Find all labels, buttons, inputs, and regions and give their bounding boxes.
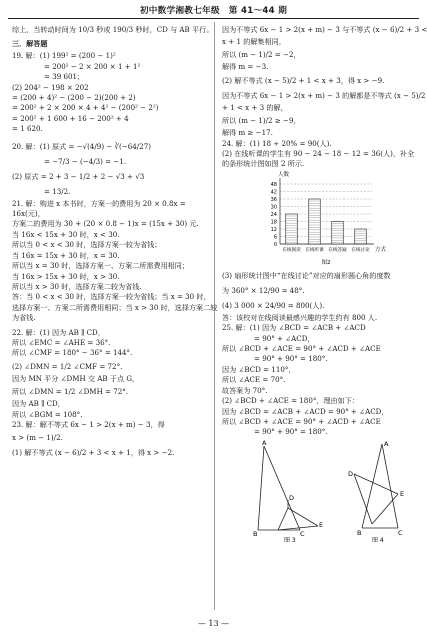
bar-chart bbox=[222, 170, 420, 268]
text-line: 答：当 0 < x < 30 时，选择方案一较为省钱；当 x = 30 时， bbox=[12, 292, 211, 302]
x-tick-label: 在线答疑 bbox=[328, 247, 347, 253]
y-tick-label: 30 bbox=[270, 204, 277, 211]
text-line: (2) 在线听课的学生有 90 − 24 − 18 − 12 = 36(人)，补全 bbox=[222, 149, 415, 159]
text-line: 因为 ∠BCD = ∠ACB + ∠ACD = 90° + ∠ACD， bbox=[222, 406, 389, 416]
text-line: 22. 解：(1) 因为 AB ∥ CD， bbox=[12, 327, 105, 337]
text-line: (3) 扇形统计图中“在线讨论”对应的扇形圆心角的度数 bbox=[222, 270, 391, 280]
text-line: (2) 解不等式 (x − 5)/2 + 1 < x + 3，得 x > −9. bbox=[222, 75, 385, 85]
text-line: 所以 ∠BCD + ∠ACE = 90° + ∠ACD + ∠ACE bbox=[222, 416, 381, 426]
text-line: 为 360° × 12/90 = 48°. bbox=[222, 285, 305, 295]
fig4-label: B bbox=[357, 528, 362, 537]
fig3-label: E bbox=[319, 520, 324, 529]
x-tick-label: 在线讨论 bbox=[351, 247, 370, 253]
fig4-label: E bbox=[400, 489, 405, 498]
left-column bbox=[12, 22, 218, 460]
text-line: x + 1 的解集相同， bbox=[222, 37, 286, 46]
text-line: 23. 解：解不等式 6x − 1 > 2(x + m) − 3，得 bbox=[12, 419, 165, 429]
text-line: 所以 ∠ACE = 70°. bbox=[222, 375, 286, 385]
x-axis-label: 方式 bbox=[375, 246, 387, 253]
text-line: 21. 解：购进 x 本书时，方案一的费用为 20 × 0.8x = bbox=[12, 198, 186, 208]
text-line: = −7/3 − (−4/3) = −1. bbox=[44, 156, 127, 166]
text-line: (1) 解不等式 (x − 6)/2 + 3 < x + 1，得 x > −2. bbox=[12, 448, 175, 458]
y-tick-label: 18 bbox=[270, 219, 277, 226]
text-line: 所以 ∠BGM = 108°. bbox=[12, 409, 83, 419]
text-line: 因为不等式 6x − 1 > 2(x + m) − 3 与不等式 (x − 6)/2 + 3 < bbox=[222, 25, 427, 34]
figure-4 bbox=[354, 444, 398, 528]
text-line: = 200² + 2 × 200 × 4 + 4² − (200² − 2²) bbox=[12, 103, 159, 113]
text-line: 25. 解：(1) 因为 ∠BCD = ∠ACB + ∠ACD bbox=[222, 323, 366, 333]
bar bbox=[332, 221, 344, 244]
page-header bbox=[8, 5, 419, 19]
text-line: 解得 m ≥ −17. bbox=[222, 128, 273, 138]
text-line: 因为 ∠BCD = 110°， bbox=[222, 364, 296, 374]
text-line: = 13/2. bbox=[44, 186, 71, 196]
page-number: — 13 — bbox=[197, 619, 230, 628]
text-line: 当 16x = 15x + 30 时，x = 30. bbox=[12, 250, 120, 260]
text-line: = 200² − 2 × 200 × 1 + 1² bbox=[44, 61, 141, 71]
text-line: = 90° + 90° = 180°. bbox=[254, 354, 328, 364]
y-tick-label: 24 bbox=[270, 211, 277, 218]
text-line: 所以 ∠BCD + ∠ACE = 90° + ∠ACD + ∠ACE bbox=[222, 344, 381, 354]
text-line: (2) ∠DMN = 1/2 ∠CMF = 72°. bbox=[12, 361, 123, 371]
text-line: 所以 ∠EMC = ∠AHE = 36°. bbox=[12, 337, 111, 347]
text-line: 16x(元)， bbox=[12, 209, 45, 219]
bar bbox=[355, 229, 367, 244]
text-line: = 90° + ∠ACD， bbox=[254, 333, 315, 343]
y-tick-label: 42 bbox=[270, 189, 277, 196]
text-line: + 1 < x + 3 的解， bbox=[222, 102, 288, 112]
text-line: (2) ∠BCD + ∠ACE = 180°，理由如下： bbox=[222, 396, 359, 406]
fig3-label: D bbox=[289, 493, 295, 502]
text-line: 答：该校对在线阅读最感兴趣的学生约有 800 人. bbox=[222, 312, 378, 322]
y-axis-label: 人数 bbox=[278, 171, 290, 178]
text-line: 20. 解：(1) 原式 = −√(4/9) − ∛(−64/27) bbox=[12, 141, 151, 151]
fig4-label: A bbox=[384, 439, 389, 448]
geometry-figures bbox=[222, 438, 420, 542]
text-line: 所以 (m − 1)/2 = −2， bbox=[222, 50, 301, 60]
text-line: 19. 解：(1) 199² = (200 − 1)² bbox=[12, 51, 116, 61]
text-line: 解得 m = −3. bbox=[222, 62, 269, 72]
fig3-caption: 图 3 bbox=[284, 536, 296, 542]
y-tick-label: 48 bbox=[270, 181, 277, 188]
bar-chart-figure bbox=[222, 170, 420, 268]
y-tick-label: 36 bbox=[270, 196, 277, 203]
y-tick-label: 6 bbox=[273, 234, 277, 241]
fig4-caption: 图 4 bbox=[372, 536, 384, 542]
figure-3 bbox=[258, 446, 318, 530]
fig4-label: D bbox=[348, 469, 354, 478]
fig3-label: C bbox=[300, 529, 305, 538]
text-line: x > (m − 1)/2. bbox=[12, 433, 63, 443]
text-line: = (200 + 4)² − (200 − 2)(200 + 2) bbox=[12, 93, 136, 103]
text-line: (4) 3 000 × 24/90 = 800(人). bbox=[222, 300, 325, 310]
y-tick-label: 0 bbox=[273, 241, 277, 248]
text-line: 24. 解：(1) 18 ÷ 20% = 90(人). bbox=[222, 138, 332, 148]
right-column bbox=[222, 22, 427, 542]
text-line: 所以 (m − 1)/2 ≥ −9， bbox=[222, 116, 301, 126]
geometry-diagram bbox=[222, 438, 420, 542]
text-line: 为省钱. bbox=[12, 313, 36, 323]
column-divider bbox=[214, 22, 215, 610]
y-tick-label: 12 bbox=[270, 226, 277, 233]
text-line: 综上，当转动时间为 10/3 秒或 190/3 秒时，CD 与 AB 平行。 bbox=[12, 25, 214, 34]
text-line: = 1 620. bbox=[12, 124, 43, 134]
text-line: (2) 原式 = 2 + 3 − 1/2 + 2 − √3 + √3 bbox=[12, 171, 145, 181]
text-line: 所以 ∠DMN = 1/2 ∠DMH = 72°. bbox=[12, 387, 129, 397]
text-line: 所以当 0 < x < 30 时，选择方案一较为省钱； bbox=[12, 240, 162, 250]
text-line: 选择方案一、方案二所需费用相同；当 x > 30 时，选择方案二较 bbox=[12, 302, 218, 312]
chart-caption: 图2 bbox=[321, 259, 331, 266]
text-line: 当 16x > 15x + 30 时，x > 30. bbox=[12, 271, 120, 281]
text-line: = 39 601； bbox=[44, 72, 85, 82]
fig4-label: C bbox=[398, 528, 403, 537]
page-header-title: 初中数学湘教七年级 第 41～44 期 bbox=[139, 6, 288, 16]
text-line: = 200² + 1 600 + 16 − 200² + 4 bbox=[12, 113, 129, 123]
text-line: 方案二的费用为 30 + (20 × 0.8 − 1)x = (15x + 30) 元. bbox=[12, 219, 199, 229]
fig3-label: B bbox=[253, 529, 258, 538]
text-line: 因为不等式 6x − 1 > 2(x + m) − 3 的解都是不等式 (x − 5)/2 bbox=[222, 90, 426, 100]
x-tick-label: 在线阅读 bbox=[282, 247, 301, 253]
text-line: 因为 AB ∥ CD， bbox=[12, 399, 65, 409]
text-line: = 90° + 90° = 180°. bbox=[254, 427, 328, 437]
text-line: 所以 ∠CMF = 180° − 36° = 144°. bbox=[12, 348, 133, 358]
text-line: 因为 MN 平分 ∠DMH 交 AB 于点 G， bbox=[12, 373, 140, 383]
text-line: (2) 204² − 198 × 202 bbox=[12, 82, 89, 92]
fig3-label: A bbox=[262, 438, 267, 447]
text-line: 所以当 x = 30 时，选择方案一、方案二所需费用相同； bbox=[12, 261, 189, 271]
text-line: 当 16x < 15x + 30 时，x < 30. bbox=[12, 229, 120, 239]
x-tick-label: 在线听课 bbox=[305, 247, 324, 253]
text-line: 故答案为 70°. bbox=[222, 385, 268, 395]
section-heading: 三．解答题 bbox=[12, 39, 48, 48]
text-line: 所以当 x > 30 时，选择方案二较为省钱. bbox=[12, 281, 142, 291]
text-line: 的条形统计图如图 2 所示. bbox=[222, 159, 305, 169]
